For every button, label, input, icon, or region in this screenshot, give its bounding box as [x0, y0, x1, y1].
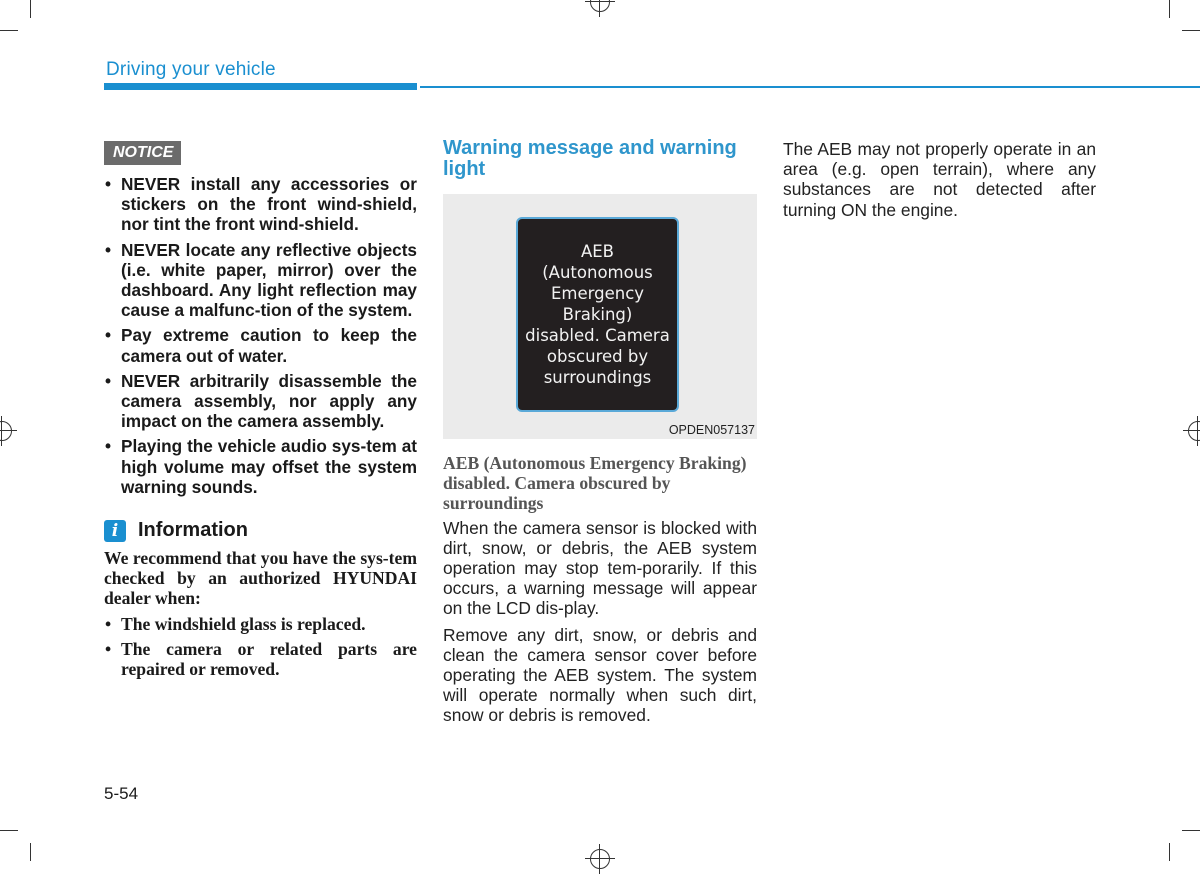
information-list: [104, 614, 417, 680]
crop-mark: [0, 830, 18, 831]
section-title: Warning message and warning light: [443, 137, 737, 180]
figure-caption: AEB (Autonomous Emergency Braking) disabled. Camera obscured by surroundings: [443, 453, 747, 514]
notice-item: • NEVER arbitrarily disassemble the camera assembly, nor apply any impact on the camera assembly.: [104, 371, 417, 432]
figure-code: OPDEN057137: [668, 423, 755, 437]
crop-mark: [30, 0, 31, 18]
notice-item: • NEVER locate any reflective objects (i.e. white paper, mirror) over the dashboard. Any light reflection may cause a malfunc-tion of the system.: [104, 240, 417, 321]
information-header: [104, 519, 417, 542]
information-item: • The windshield glass is replaced.: [104, 614, 417, 634]
information-item: • The camera or related parts are repaired or removed.: [104, 639, 417, 679]
crop-mark: [1182, 30, 1200, 31]
registration-mark: [590, 849, 610, 869]
left-column: [104, 141, 417, 684]
chapter-title: Driving your vehicle: [106, 59, 276, 80]
notice-item: • Pay extreme caution to keep the camera out of water.: [104, 325, 417, 365]
notice-item: • Playing the vehicle audio sys-tem at high volume may offset the system warning sounds.: [104, 436, 417, 497]
registration-mark: [1188, 421, 1200, 441]
notice-item: • NEVER install any accessories or stickers on the front wind-shield, nor tint the front wind-shield.: [104, 174, 417, 235]
crop-mark: [1169, 0, 1170, 18]
notice-badge: NOTICE: [104, 141, 181, 165]
body-paragraph: The AEB may not properly operate in an area (e.g. open terrain), where any substances are not detected after turning ON the engine.: [783, 139, 1096, 220]
header-rule-thick: [104, 83, 417, 90]
header-rule-thin: [420, 86, 1200, 88]
lcd-message: AEB (Autonomous Emergency Braking) disabled. Camera obscured by surroundings: [525, 242, 670, 387]
crop-mark: [1169, 843, 1170, 861]
crop-mark: [1182, 830, 1200, 831]
crop-mark: [0, 30, 18, 31]
information-title: Information: [138, 519, 248, 542]
info-icon: i: [104, 520, 126, 542]
registration-mark: [0, 421, 12, 441]
notice-list: [104, 174, 417, 497]
middle-column: [443, 138, 757, 732]
page-number: 5-54: [104, 784, 139, 803]
body-paragraph: Remove any dirt, snow, or debris and clean the camera sensor cover before operating the AEB system. The system will operate normally when such dirt, snow or debris is removed.: [443, 624, 757, 726]
lcd-figure: [443, 194, 757, 439]
right-column: [783, 139, 1096, 226]
lcd-display: [516, 217, 679, 412]
registration-mark: [590, 0, 610, 12]
body-paragraph: When the camera sensor is blocked with dirt, snow, or debris, the AEB system operation may stop tem-porarily. If this occurs, a warning message will appear on the LCD dis-play.: [443, 517, 757, 619]
information-intro: We recommend that you have the sys-tem checked by an authorized HYUNDAI dealer when:: [104, 548, 417, 609]
crop-mark: [30, 843, 31, 861]
